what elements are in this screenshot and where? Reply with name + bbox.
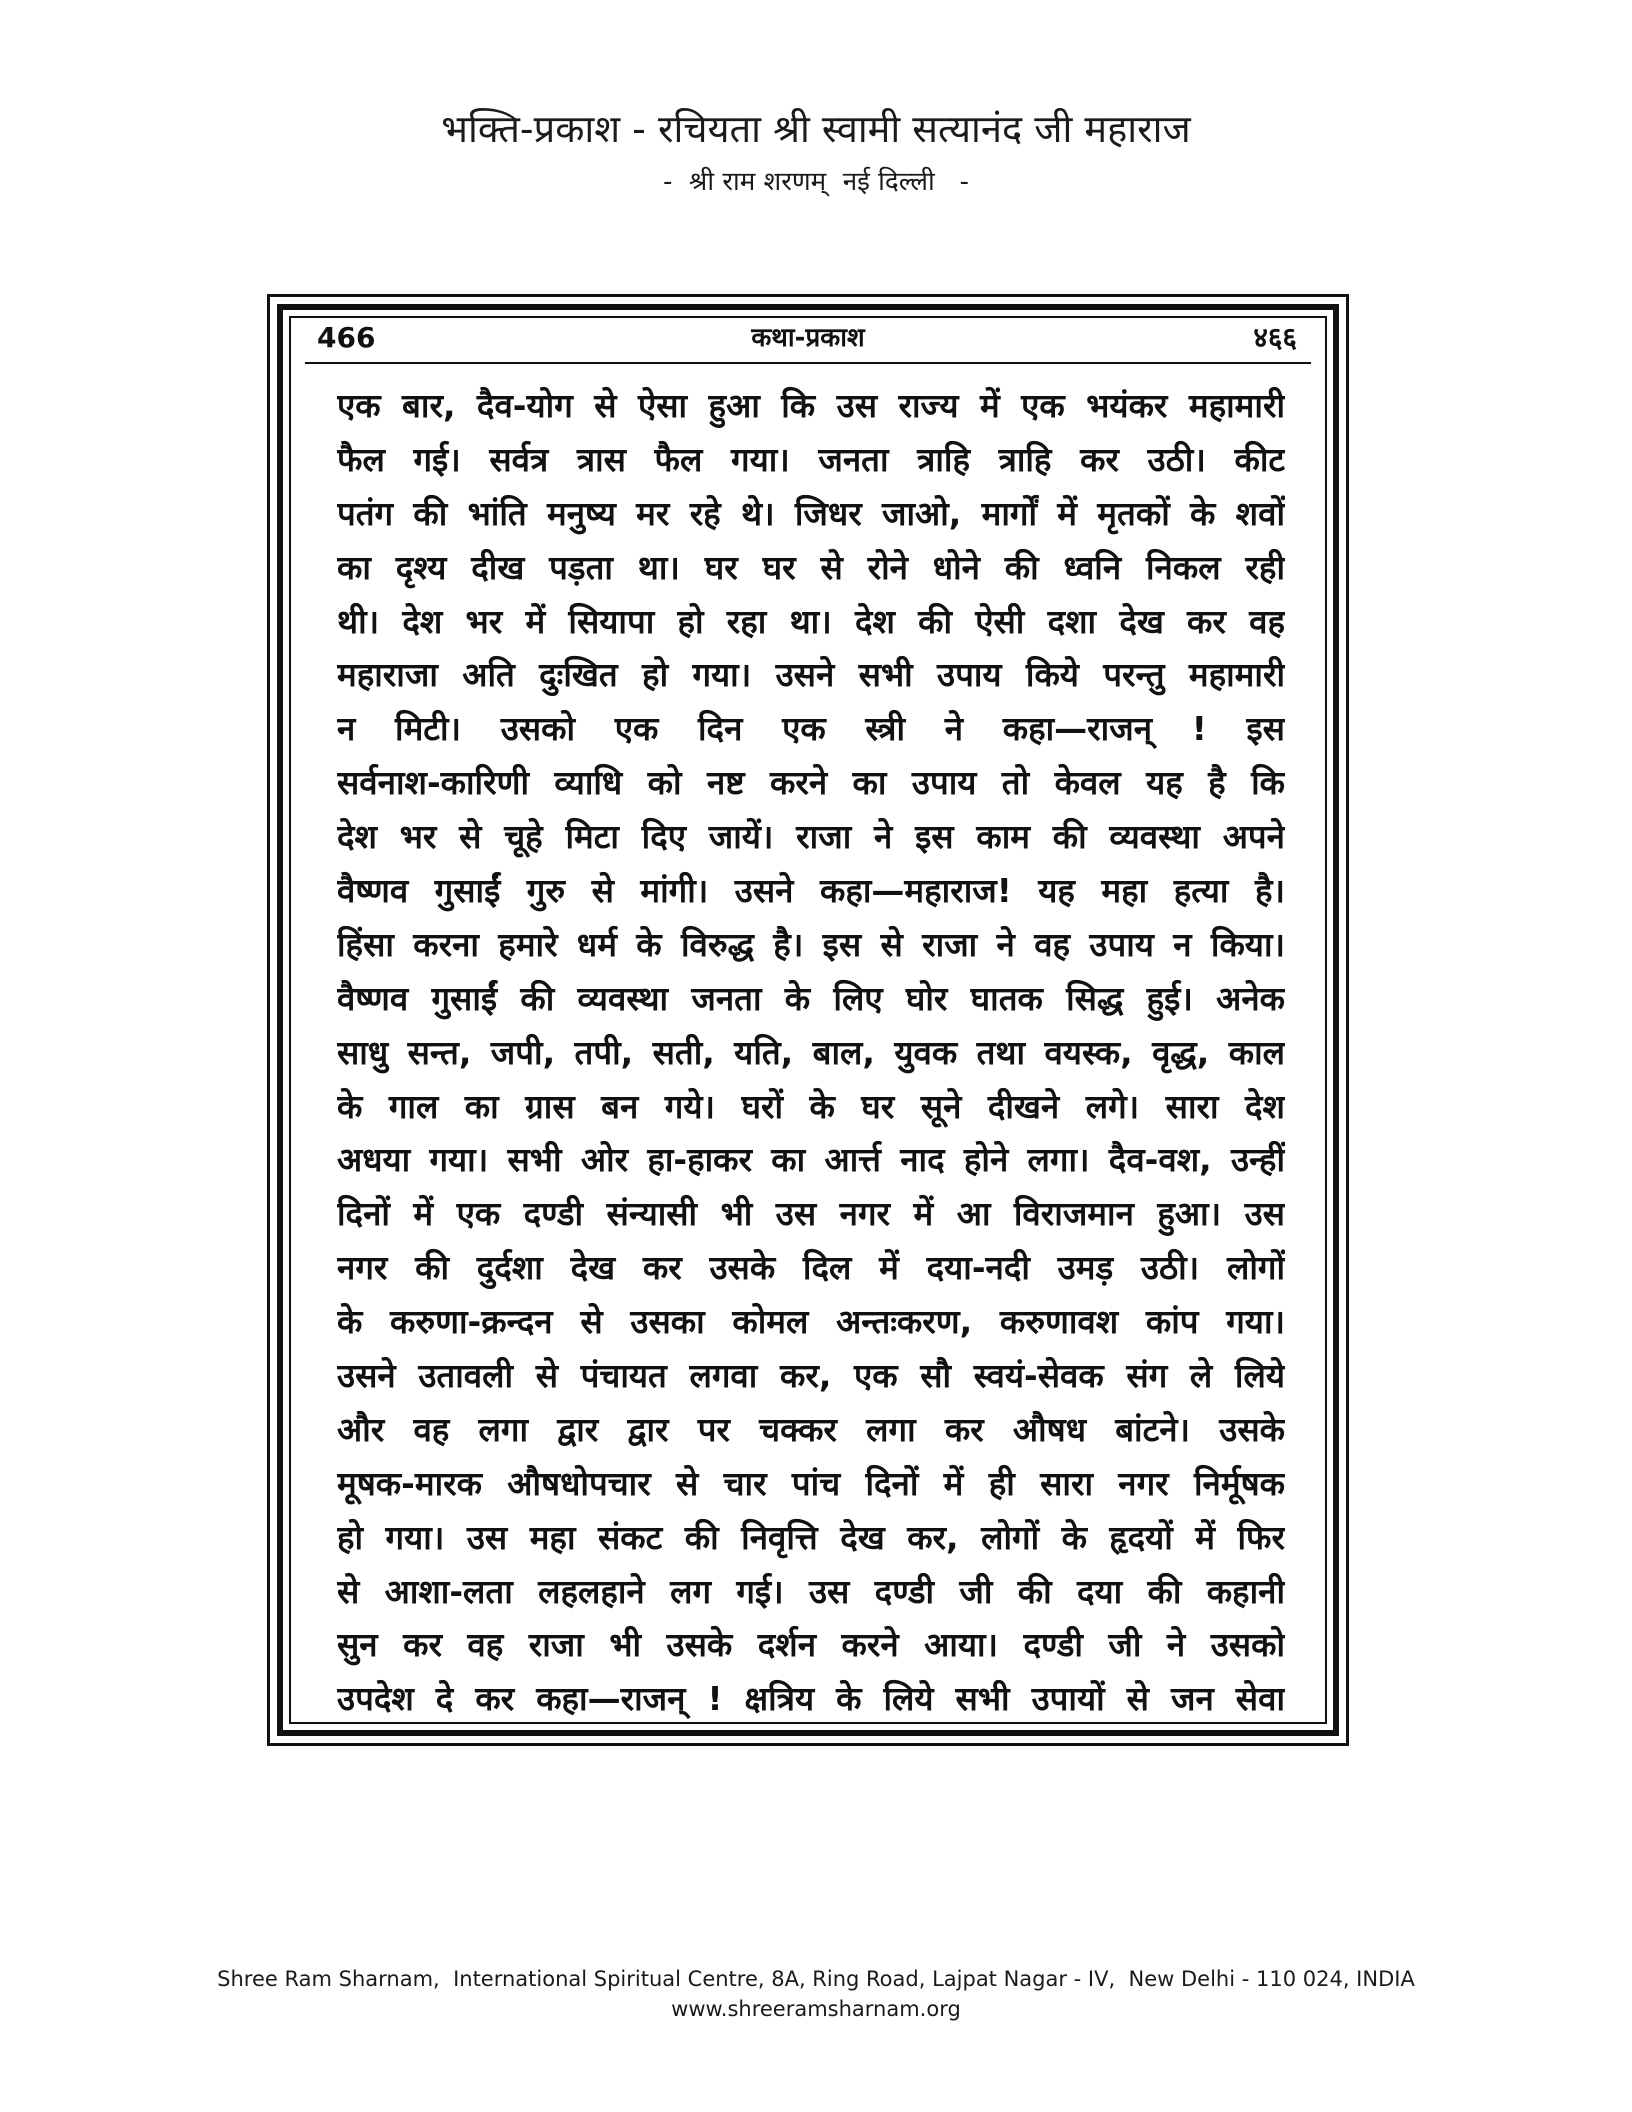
section-title: कथा-प्रकाश xyxy=(751,323,865,353)
text-line: वैष्णव गुसाईं की व्यवस्था जनता के लिए घोर घातक सिद्ध हुई। अनेक xyxy=(337,978,1285,1018)
text-line: थी। देश भर में सियापा हो रहा था। देश की ऐसी दशा देख कर वह xyxy=(337,601,1285,641)
text-line: उसने उतावली से पंचायत लगवा कर, एक सौ स्वयं-सेवक संग ले लिये xyxy=(337,1356,1285,1396)
footer-address: Shree Ram Sharnam, International Spiritual Centre, 8A, Ring Road, Lajpat Nagar - IV, New Delhi - 110 024, INDIA xyxy=(217,1967,1415,1991)
text-line: न मिटी। उसको एक दिन एक स्त्री ने कहा—राजन् ! इस xyxy=(337,709,1285,749)
text-line: दिनों में एक दण्डी संन्यासी भी उस नगर में आ विराजमान हुआ। उस xyxy=(337,1194,1285,1234)
text-line: और वह लगा द्वार द्वार पर चक्कर लगा कर औषध बांटने। उसके xyxy=(337,1409,1285,1449)
page-number-devanagari: ४६६ xyxy=(1253,321,1297,354)
text-line: वैष्णव गुसाईं गुरु से मांगी। उसने कहा—महाराज! यह महा हत्या है। xyxy=(337,871,1285,911)
text-line: देश भर से चूहे मिटा दिए जायें। राजा ने इस काम की व्यवस्था अपने xyxy=(337,817,1285,857)
text-line: साधु सन्त, जपी, तपी, सती, यति, बाल, युवक तथा वयस्क, वृद्ध, काल xyxy=(337,1032,1285,1072)
text-line: एक बार, दैव-योग से ऐसा हुआ कि उस राज्य में एक भयंकर महामारी xyxy=(337,386,1285,425)
text-line: महाराजा अति दुःखित हो गया। उसने सभी उपाय किये परन्तु महामारी xyxy=(337,655,1285,695)
text-line: उपदेश दे कर कहा—राजन् ! क्षत्रिय के लिये सभी उपायों से जन सेवा xyxy=(337,1679,1285,1719)
document-title: भक्ति-प्रकाश - रचियता श्री स्वामी सत्यानंद जी महाराज xyxy=(441,107,1191,151)
text-line: फैल गई। सर्वत्र त्रास फैल गया। जनता त्राहि त्राहि कर उठी। कीट xyxy=(337,439,1285,479)
text-line: सर्वनाश-कारिणी व्याधि को नष्ट करने का उपाय तो केवल यह है कि xyxy=(337,763,1285,803)
text-line: से आशा-लता लहलहाने लग गई। उस दण्डी जी की दया की कहानी xyxy=(337,1571,1285,1611)
page-running-header xyxy=(305,318,1311,364)
text-line: नगर की दुर्दशा देख कर उसके दिल में दया-नदी उमड़ उठी। लोगों xyxy=(337,1248,1285,1288)
text-line: हो गया। उस महा संकट की निवृत्ति देख कर, लोगों के हृदयों में फिर xyxy=(337,1517,1285,1557)
text-line: हिंसा करना हमारे धर्म के विरुद्ध है। इस से राजा ने वह उपाय न किया। xyxy=(337,924,1285,964)
footer-website-link[interactable]: www.shreeramsharnam.org xyxy=(671,1997,961,2021)
text-line: का दृश्य दीख पड़ता था। घर घर से रोने धोने की ध्वनि निकल रही xyxy=(337,547,1285,587)
text-line: मूषक-मारक औषधोपचार से चार पांच दिनों में ही सारा नगर निर्मूषक xyxy=(337,1463,1285,1503)
text-line: पतंग की भांति मनुष्य मर रहे थे। जिधर जाओ, मार्गों में मृतकों के शवों xyxy=(337,493,1285,533)
document-subtitle: - श्री राम शरणम् नई दिल्ली - xyxy=(663,167,969,197)
text-line: के गाल का ग्रास बन गये। घरों के घर सूने दीखने लगे। सारा देश xyxy=(337,1086,1285,1126)
body-text xyxy=(337,379,1285,1726)
text-line: अधया गया। सभी ओर हा-हाकर का आर्त्त नाद होने लगा। दैव-वश, उन्हीं xyxy=(337,1140,1285,1180)
page-number-arabic: 466 xyxy=(317,321,376,354)
text-line: सुन कर वह राजा भी उसके दर्शन करने आया। दण्डी जी ने उसको xyxy=(337,1625,1285,1665)
text-line: के करुणा-क्रन्दन से उसका कोमल अन्तःकरण, करुणावश कांप गया। xyxy=(337,1302,1285,1342)
